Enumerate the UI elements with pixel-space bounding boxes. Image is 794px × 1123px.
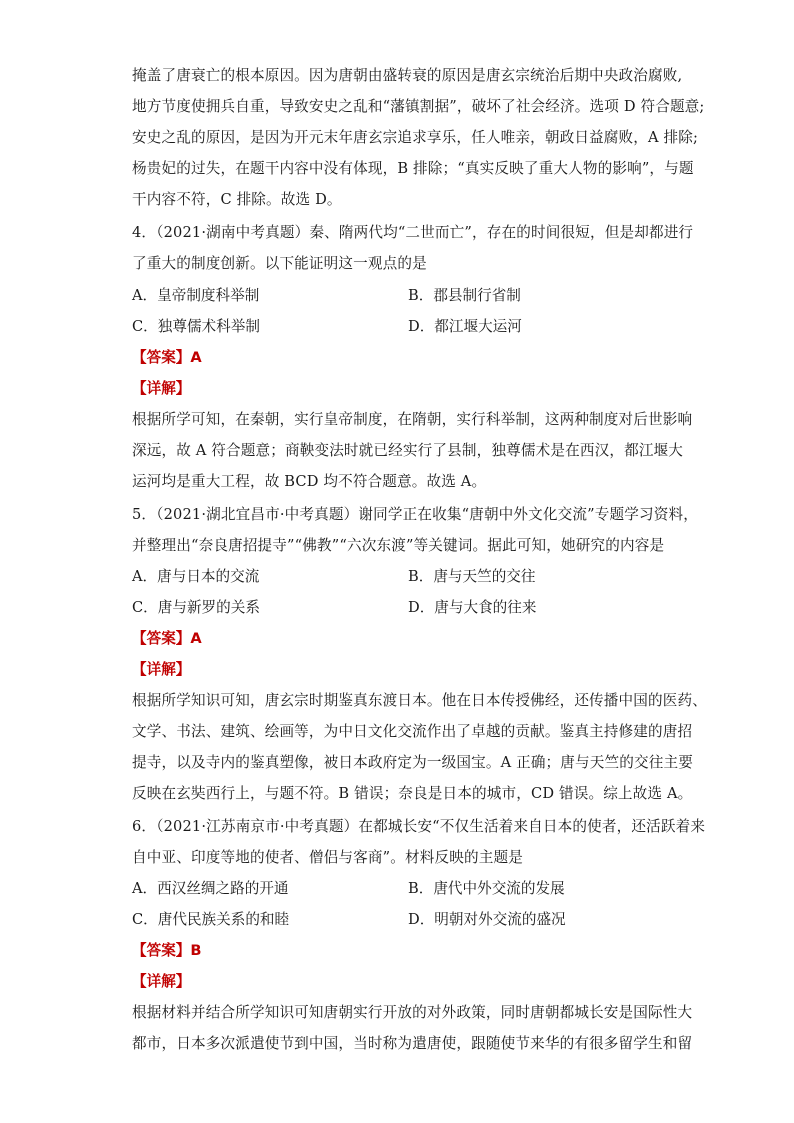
text-line: 掩盖了唐衰亡的根本原因。因为唐朝由盛转衰的原因是唐玄宗统治后期中央政治腐败, [132,67,683,84]
text-line: 安史之乱的原因，是因为开元末年唐玄宗追求享乐，任人唯亲，朝政日益腐败，A 排除; [132,129,699,146]
answer-label: 【答案】A [132,630,202,647]
option-d: D．唐与大食的往来 [408,599,537,616]
detail-label: 【详解】 [132,973,191,990]
question-stem: 4．（2021·湖南中考真题）秦、隋两代均“二世而亡”，存在的时间很短，但是却都进行 [132,224,694,241]
question-stem: 5．（2021·湖北宜昌市·中考真题）谢同学正在收集“唐朝中外文化交流”专题学习资料， [132,506,698,523]
detail-line: 提寺，以及寺内的鉴真塑像，被日本政府定为一级国宝。A 正确；唐与天竺的交往主要 [132,754,693,771]
detail-label: 【详解】 [132,380,191,397]
option-b: B．唐代中外交流的发展 [408,880,565,897]
option-b: B．郡县制行省制 [408,287,521,304]
option-a: A．西汉丝绸之路的开通 [132,880,289,897]
option-b: B．唐与天竺的交往 [408,568,536,585]
option-c: C．唐与新罗的关系 [132,599,260,616]
detail-line: 反映在玄奘西行上，与题不符。B 错误；奈良是日本的城市，CD 错误。综上故选 A。 [132,785,693,802]
answer-label: 【答案】A [132,349,202,366]
question-stem: 了重大的制度创新。以下能证明这一观点的是 [132,255,427,272]
detail-line: 根据所学知识可知，唐玄宗时期鉴真东渡日本。他在日本传授佛经，还传播中国的医药、 [132,692,708,709]
option-c: C．独尊儒术科举制 [132,318,260,335]
answer-label: 【答案】B [132,942,202,959]
question-stem: 自中亚、印度等地的使者、僧侣与客商”。材料反映的主题是 [132,849,523,866]
detail-line: 深远，故 A 符合题意；商鞅变法时就已经实行了县制，独尊儒术是在西汉，都江堰大 [132,442,684,459]
option-c: C．唐代民族关系的和睦 [132,911,290,928]
detail-line: 文学、书法、建筑、绘画等，为中日文化交流作出了卓越的贡献。鉴真主持修建的唐招 [132,723,693,740]
detail-line: 根据所学可知，在秦朝，实行皇帝制度，在隋朝，实行科举制，这两种制度对后世影响 [132,411,693,428]
detail-line: 根据材料并结合所学知识可知唐朝实行开放的对外政策，同时唐朝都城长安是国际性大 [132,1004,693,1021]
text-line: 地方节度使拥兵自重，导致安史之乱和“藩镇割据”，破坏了社会经济。选项 D 符合题意; [132,98,705,115]
text-line: 杨贵妃的过失，在题干内容中没有体现，B 排除；“真实反映了重大人物的影响”，与题 [132,160,694,177]
text-line: 干内容不符，C 排除。故选 D。 [132,191,342,208]
option-d: D．明朝对外交流的盛况 [408,911,566,928]
question-stem: 6．（2021·江苏南京市·中考真题）在都城长安“不仅生活着来自日本的使者，还活跃着来 [132,818,706,835]
question-stem: 并整理出“奈良唐招提寺”“佛教”“六次东渡”等关键词。据此可知，她研究的内容是 [132,537,665,554]
detail-label: 【详解】 [132,661,191,678]
option-a: A．唐与日本的交流 [132,568,260,585]
detail-line: 都市，日本多次派遣使节到中国，当时称为遣唐使，跟随使节来华的有很多留学生和留 [132,1035,693,1052]
option-d: D．都江堰大运河 [408,318,522,335]
detail-line: 运河均是重大工程，故 BCD 均不符合题意。故选 A。 [132,473,487,490]
option-a: A．皇帝制度科举制 [132,287,260,304]
